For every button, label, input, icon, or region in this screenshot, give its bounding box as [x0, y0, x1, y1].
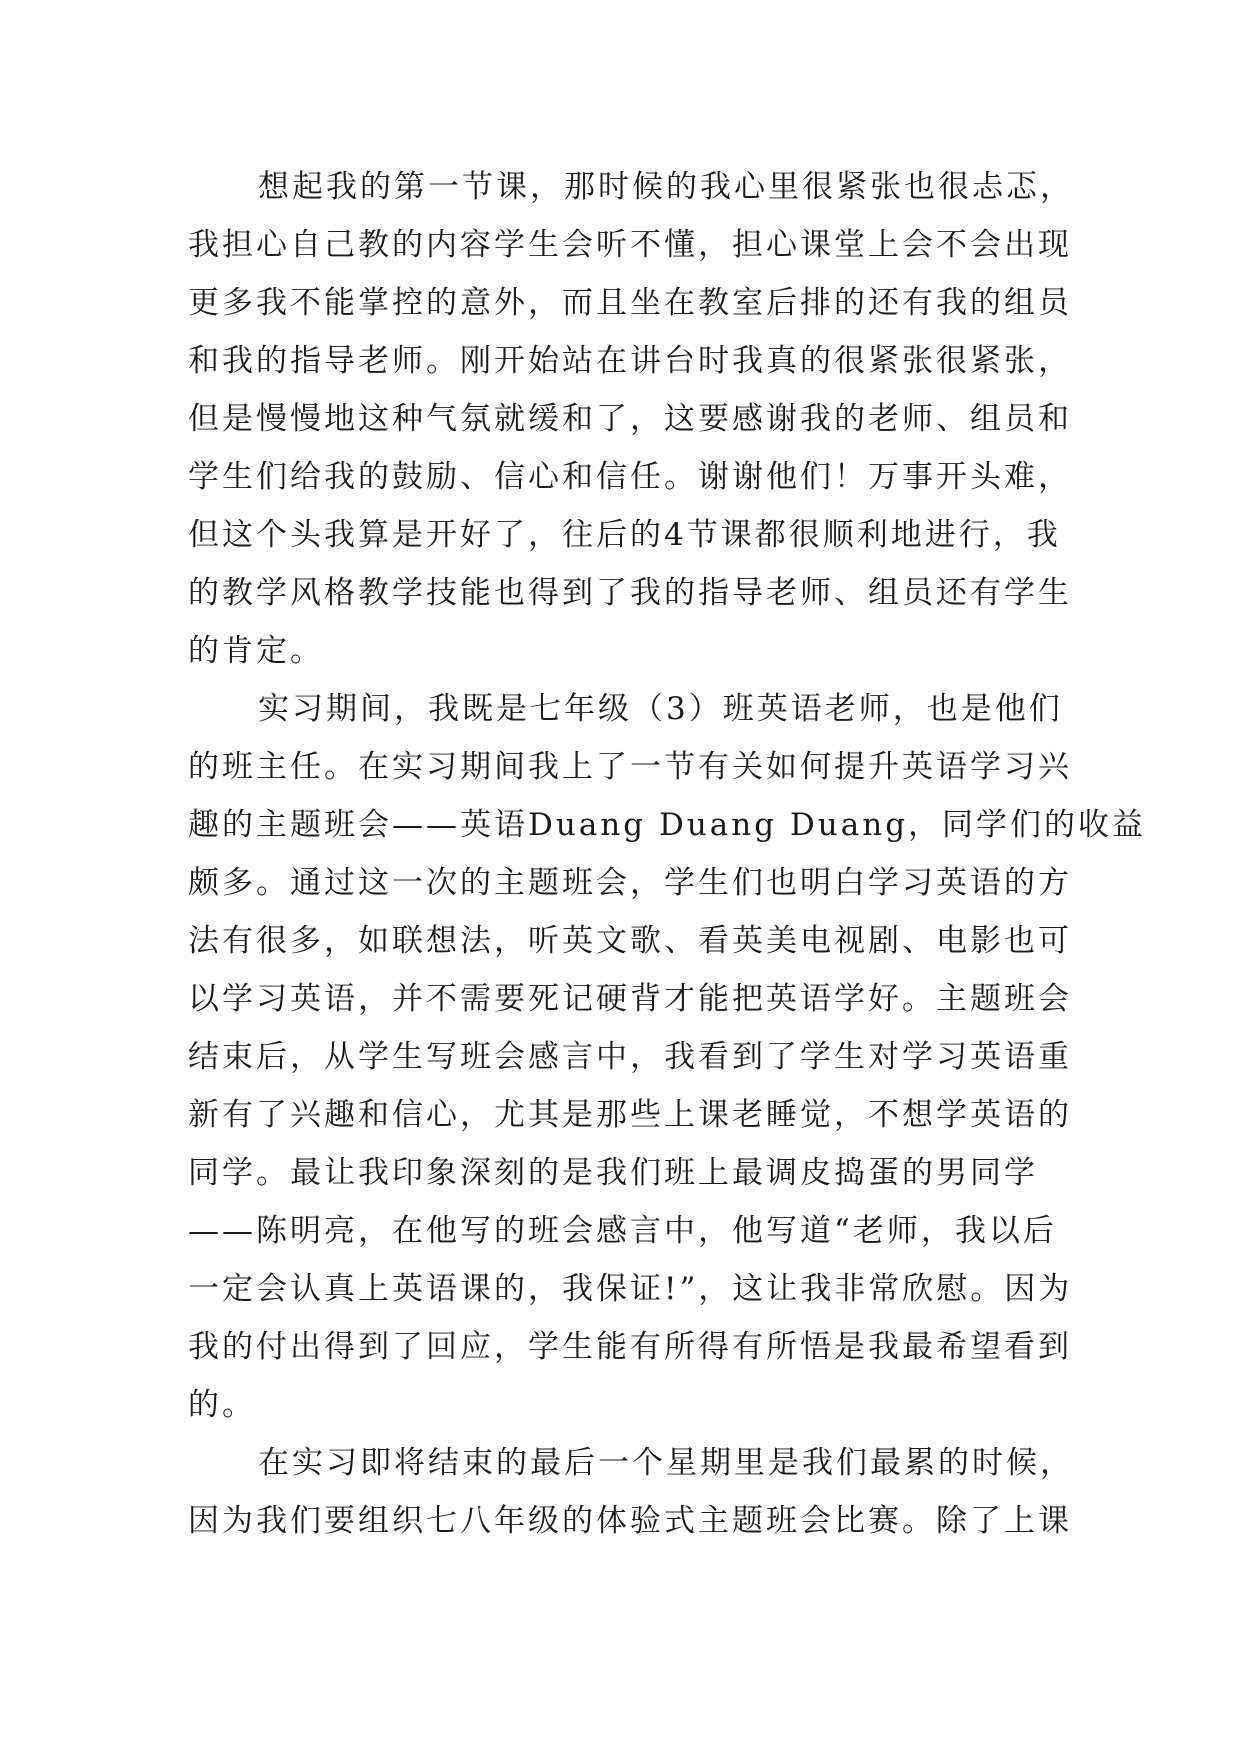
paragraph-line: 的。 [188, 1387, 256, 1423]
paragraph-line: 我担心自己教的内容学生会听不懂，担心课堂上会不会出现 [188, 227, 1072, 263]
paragraph-line: 的肯定。 [188, 633, 324, 669]
paragraph-line: 颇多。通过这一次的主题班会，学生们也明白学习英语的方 [188, 865, 1072, 901]
paragraph-line: 因为我们要组织七八年级的体验式主题班会比赛。除了上课 [188, 1503, 1072, 1539]
paragraph-line: 学生们给我的鼓励、信心和信任。谢谢他们！万事开头难， [188, 459, 1072, 495]
paragraph-line: 但是慢慢地这种气氛就缓和了，这要感谢我的老师、组员和 [188, 401, 1072, 437]
paragraph-line: 以学习英语，并不需要死记硬背才能把英语学好。主题班会 [188, 981, 1072, 1017]
paragraph-1 [188, 158, 1074, 680]
paragraph-line: 想起我的第一节课，那时候的我心里很紧张也很忐忑， [258, 169, 1074, 205]
document-body [188, 158, 1147, 1550]
paragraph-line: 新有了兴趣和信心，尤其是那些上课老睡觉，不想学英语的 [188, 1097, 1072, 1133]
paragraph-line: ——陈明亮，在他写的班会感言中，他写道“老师，我以后 [188, 1213, 1057, 1249]
paragraph-line: 一定会认真上英语课的，我保证!”，这让我非常欣慰。因为 [188, 1271, 1073, 1307]
paragraph-line: 但这个头我算是开好了，往后的4节课都很顺利地进行，我 [188, 517, 1061, 553]
paragraph-line: 我的付出得到了回应，学生能有所得有所悟是我最希望看到 [188, 1329, 1072, 1365]
paragraph-line: 的教学风格教学技能也得到了我的指导老师、组员还有学生 [188, 575, 1072, 611]
paragraph-line: 更多我不能掌控的意外，而且坐在教室后排的还有我的组员 [188, 285, 1072, 321]
paragraph-line: 的班主任。在实习期间我上了一节有关如何提升英语学习兴 [188, 749, 1072, 785]
paragraph-3 [188, 1434, 1074, 1550]
paragraph-line: 在实习即将结束的最后一个星期里是我们最累的时候， [258, 1445, 1074, 1481]
paragraph-line: 结束后，从学生写班会感言中，我看到了学生对学习英语重 [188, 1039, 1072, 1075]
paragraph-line: 和我的指导老师。刚开始站在讲台时我真的很紧张很紧张， [188, 343, 1072, 379]
paragraph-line: 实习期间，我既是七年级（3）班英语老师，也是他们 [258, 691, 1063, 727]
paragraph-line: 趣的主题班会——英语Duang Duang Duang，同学们的收益 [188, 807, 1147, 843]
paragraph-line: 同学。最让我印象深刻的是我们班上最调皮捣蛋的男同学 [188, 1155, 1038, 1191]
paragraph-line: 法有很多，如联想法，听英文歌、看英美电视剧、电影也可 [188, 923, 1072, 959]
paragraph-2 [188, 680, 1147, 1434]
